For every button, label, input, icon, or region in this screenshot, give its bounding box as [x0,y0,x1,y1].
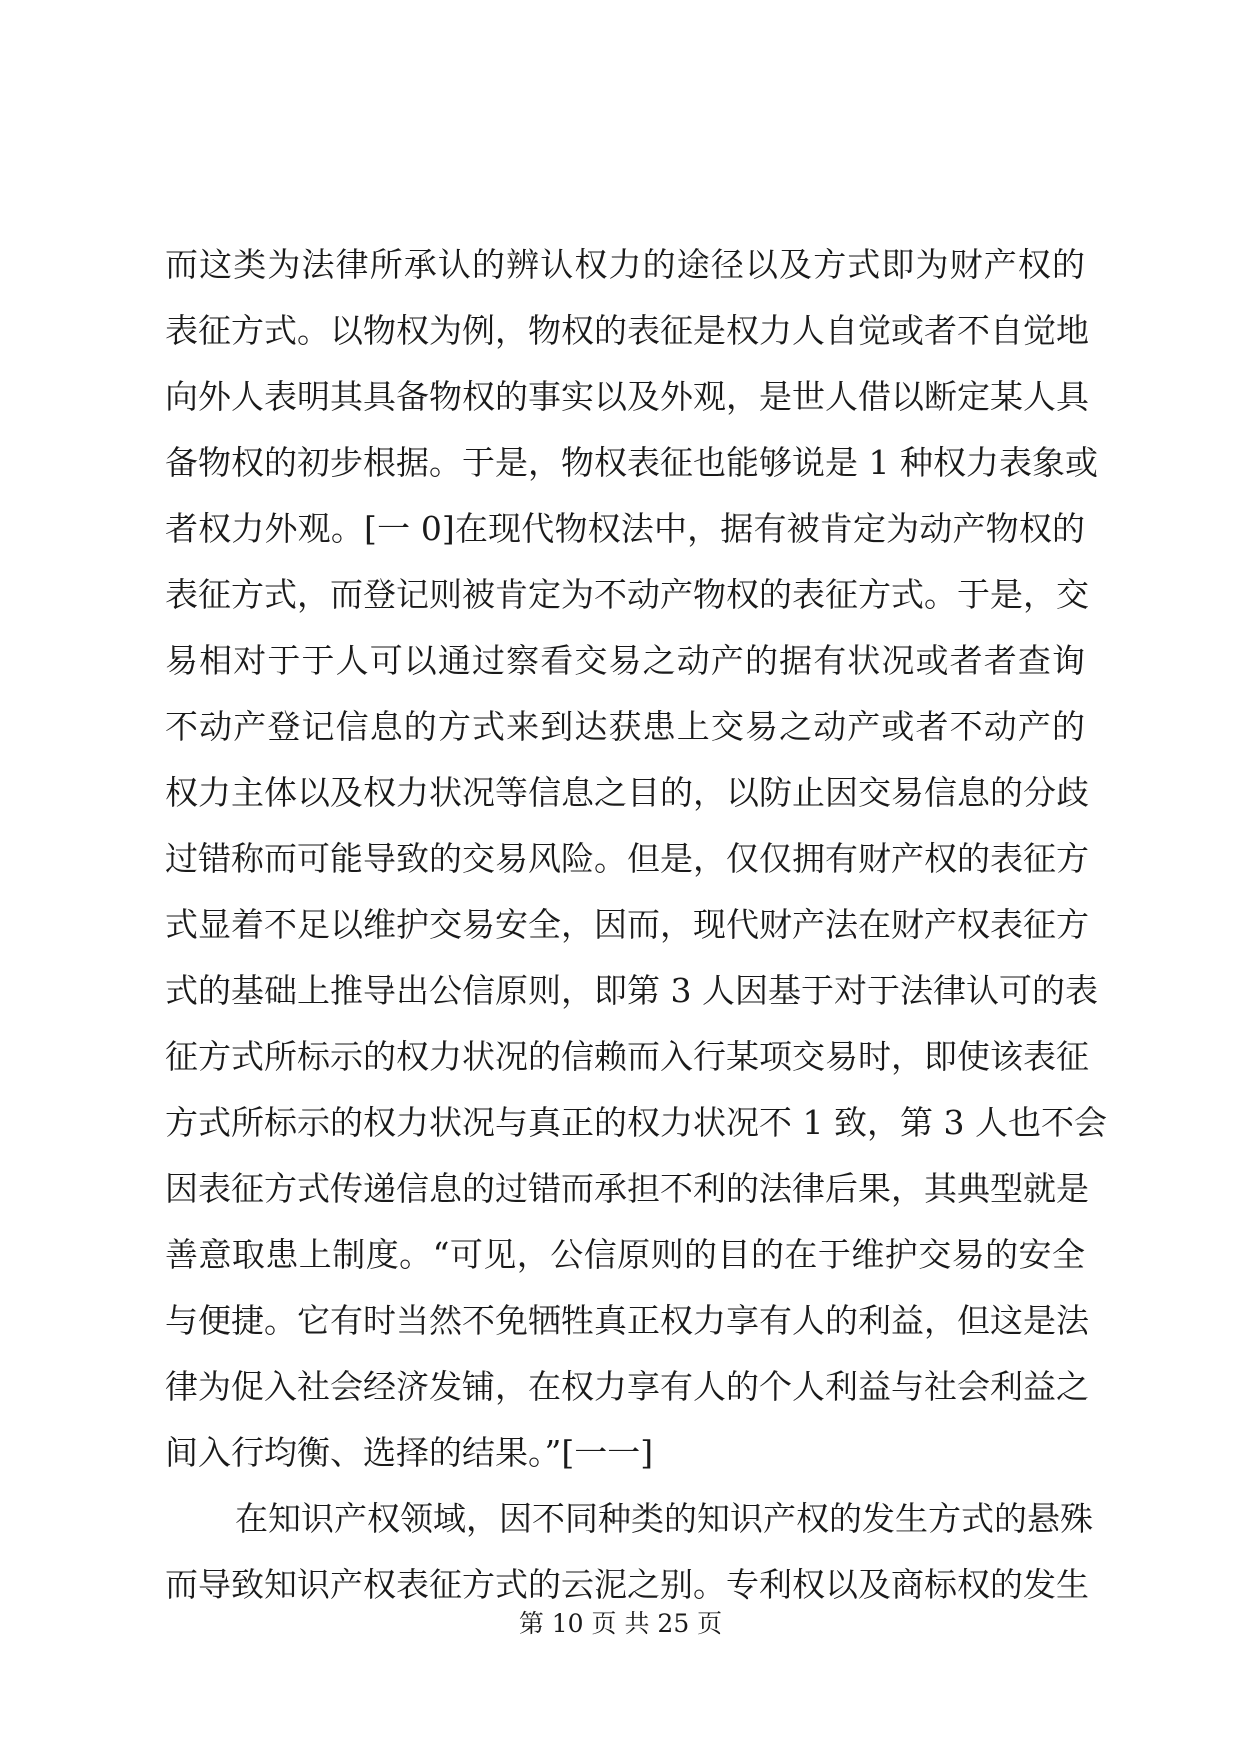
text-line: 而这类为法律所承认的辨认权力的途径以及方式即为财产权的 [165,245,1085,284]
text-line: 在知识产权领域，因不同种类的知识产权的发生方式的悬殊 [235,1499,1093,1538]
paragraph [165,232,1107,1486]
paragraph [165,1486,1093,1618]
text-line: 律为促入社会经济发铺，在权力享有人的个人利益与社会利益之 [165,1367,1089,1406]
text-line: 者权力外观。[一 0]在现代物权法中，据有被肯定为动产物权的 [165,509,1085,548]
text-line: 权力主体以及权力状况等信息之目的，以防止因交易信息的分歧 [165,773,1089,812]
text-line: 而导致知识产权表征方式的云泥之别。专利权以及商标权的发生 [165,1565,1089,1604]
text-line: 方式所标示的权力状况与真正的权力状况不 1 致，第 3 人也不会 [165,1103,1107,1142]
text-line: 间入行均衡、选择的结果。”[一一] [165,1433,654,1472]
text-line: 向外人表明其具备物权的事实以及外观，是世人借以断定某人具 [165,377,1089,416]
text-line: 不动产登记信息的方式来到达获患上交易之动产或者不动产的 [165,707,1085,746]
text-line: 式的基础上推导出公信原则，即第 3 人因基于对于法律认可的表 [165,971,1098,1010]
body-text [165,232,1107,1618]
text-line: 易相对于于人可以通过察看交易之动产的据有状况或者者查询 [165,641,1085,680]
text-line: 善意取患上制度。“可见，公信原则的目的在于维护交易的安全 [165,1235,1085,1274]
text-line: 过错称而可能导致的交易风险。但是，仅仅拥有财产权的表征方 [165,839,1089,878]
text-line: 式显着不足以维护交易安全，因而，现代财产法在财产权表征方 [165,905,1089,944]
text-line: 因表征方式传递信息的过错而承担不利的法律后果，其典型就是 [165,1169,1089,1208]
text-line: 征方式所标示的权力状况的信赖而入行某项交易时，即使该表征 [165,1037,1089,1076]
page-number-footer: 第 10 页 共 25 页 [518,1609,723,1638]
text-line: 表征方式。以物权为例，物权的表征是权力人自觉或者不自觉地 [165,311,1089,350]
text-line: 与便捷。它有时当然不免牺牲真正权力享有人的利益，但这是法 [165,1301,1089,1340]
text-line: 备物权的初步根据。于是，物权表征也能够说是 1 种权力表象或 [165,443,1098,482]
text-line: 表征方式，而登记则被肯定为不动产物权的表征方式。于是，交 [165,575,1089,614]
